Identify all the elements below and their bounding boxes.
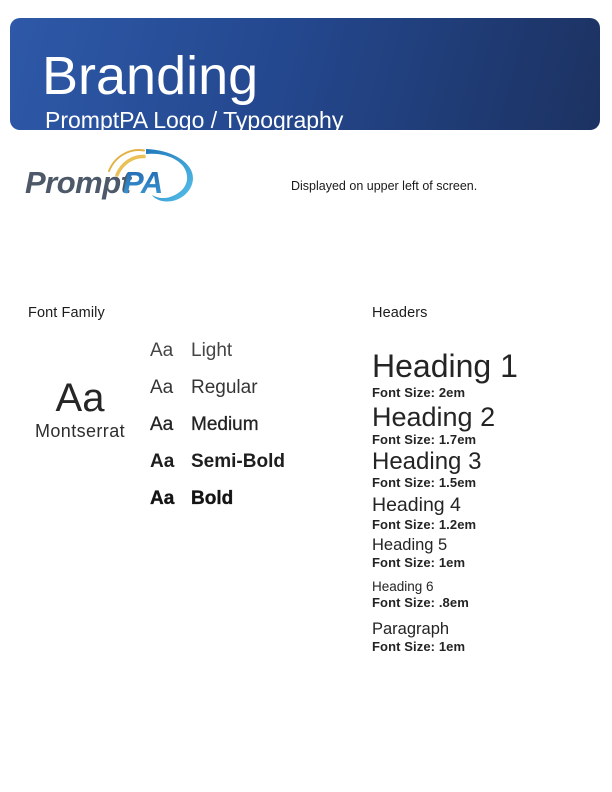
weight-label: Light [191,339,233,361]
heading-size-label: Font Size: 1em [372,554,466,570]
heading-size-label: Font Size: 1.2em [372,516,477,532]
headers-section-label: Headers [372,305,428,321]
font-specimen-sample: Aa [55,376,105,420]
logo-text-pa: PA [123,165,163,200]
heading-size-label: Font Size: 2em [372,384,466,400]
headers-section [372,305,602,654]
weight-label: Semi-Bold [191,450,285,472]
logo-text-prompt: Prompt [25,165,131,200]
logo-caption: Displayed on upper left of screen. [291,179,478,193]
heading-size-label: Font Size: 1em [372,639,466,655]
heading-sample-h6 [372,580,602,610]
weight-label: Medium [191,413,259,435]
heading-text: Heading 4 [372,494,461,517]
heading-sample-paragraph [372,621,602,654]
weight-sample: Aa [150,376,174,398]
heading-text: Paragraph [372,620,450,639]
font-family-name: Montserrat [34,421,126,441]
heading-size-label: Font Size: 1.5em [372,475,477,491]
page-title: Branding [42,46,259,106]
promptpa-logo [24,146,200,210]
heading-sample-h3 [372,449,602,490]
heading-text: Heading 5 [372,535,448,554]
heading-text: Heading 6 [372,578,434,594]
heading-size-label: Font Size: .8em [372,595,469,611]
page-banner [10,18,600,133]
heading-sample-h4 [372,495,602,531]
font-weight-row-bold [150,480,285,517]
weight-sample: Aa [150,487,175,509]
heading-sample-h1 [372,350,602,400]
font-weight-row-semibold [150,443,285,480]
spacer [372,321,602,350]
font-weight-list [150,332,285,517]
weight-sample: Aa [150,339,174,361]
weight-sample: Aa [150,450,175,472]
heading-text: Heading 1 [372,348,518,384]
font-family-section-label: Font Family [28,305,105,321]
weight-label: Bold [191,487,234,509]
font-weight-row-medium [150,406,285,443]
weight-label: Regular [191,376,258,398]
heading-text: Heading 3 [372,447,482,475]
heading-sample-h5 [372,537,602,570]
heading-size-label: Font Size: 1.7em [372,431,477,447]
page-subtitle: PromptPA Logo / Typography [45,107,344,133]
font-weight-row-regular [150,369,285,406]
font-specimen [18,378,142,442]
heading-text: Heading 2 [372,401,496,432]
font-weight-row-light [150,332,285,369]
heading-sample-h2 [372,403,602,447]
weight-sample: Aa [150,413,174,435]
